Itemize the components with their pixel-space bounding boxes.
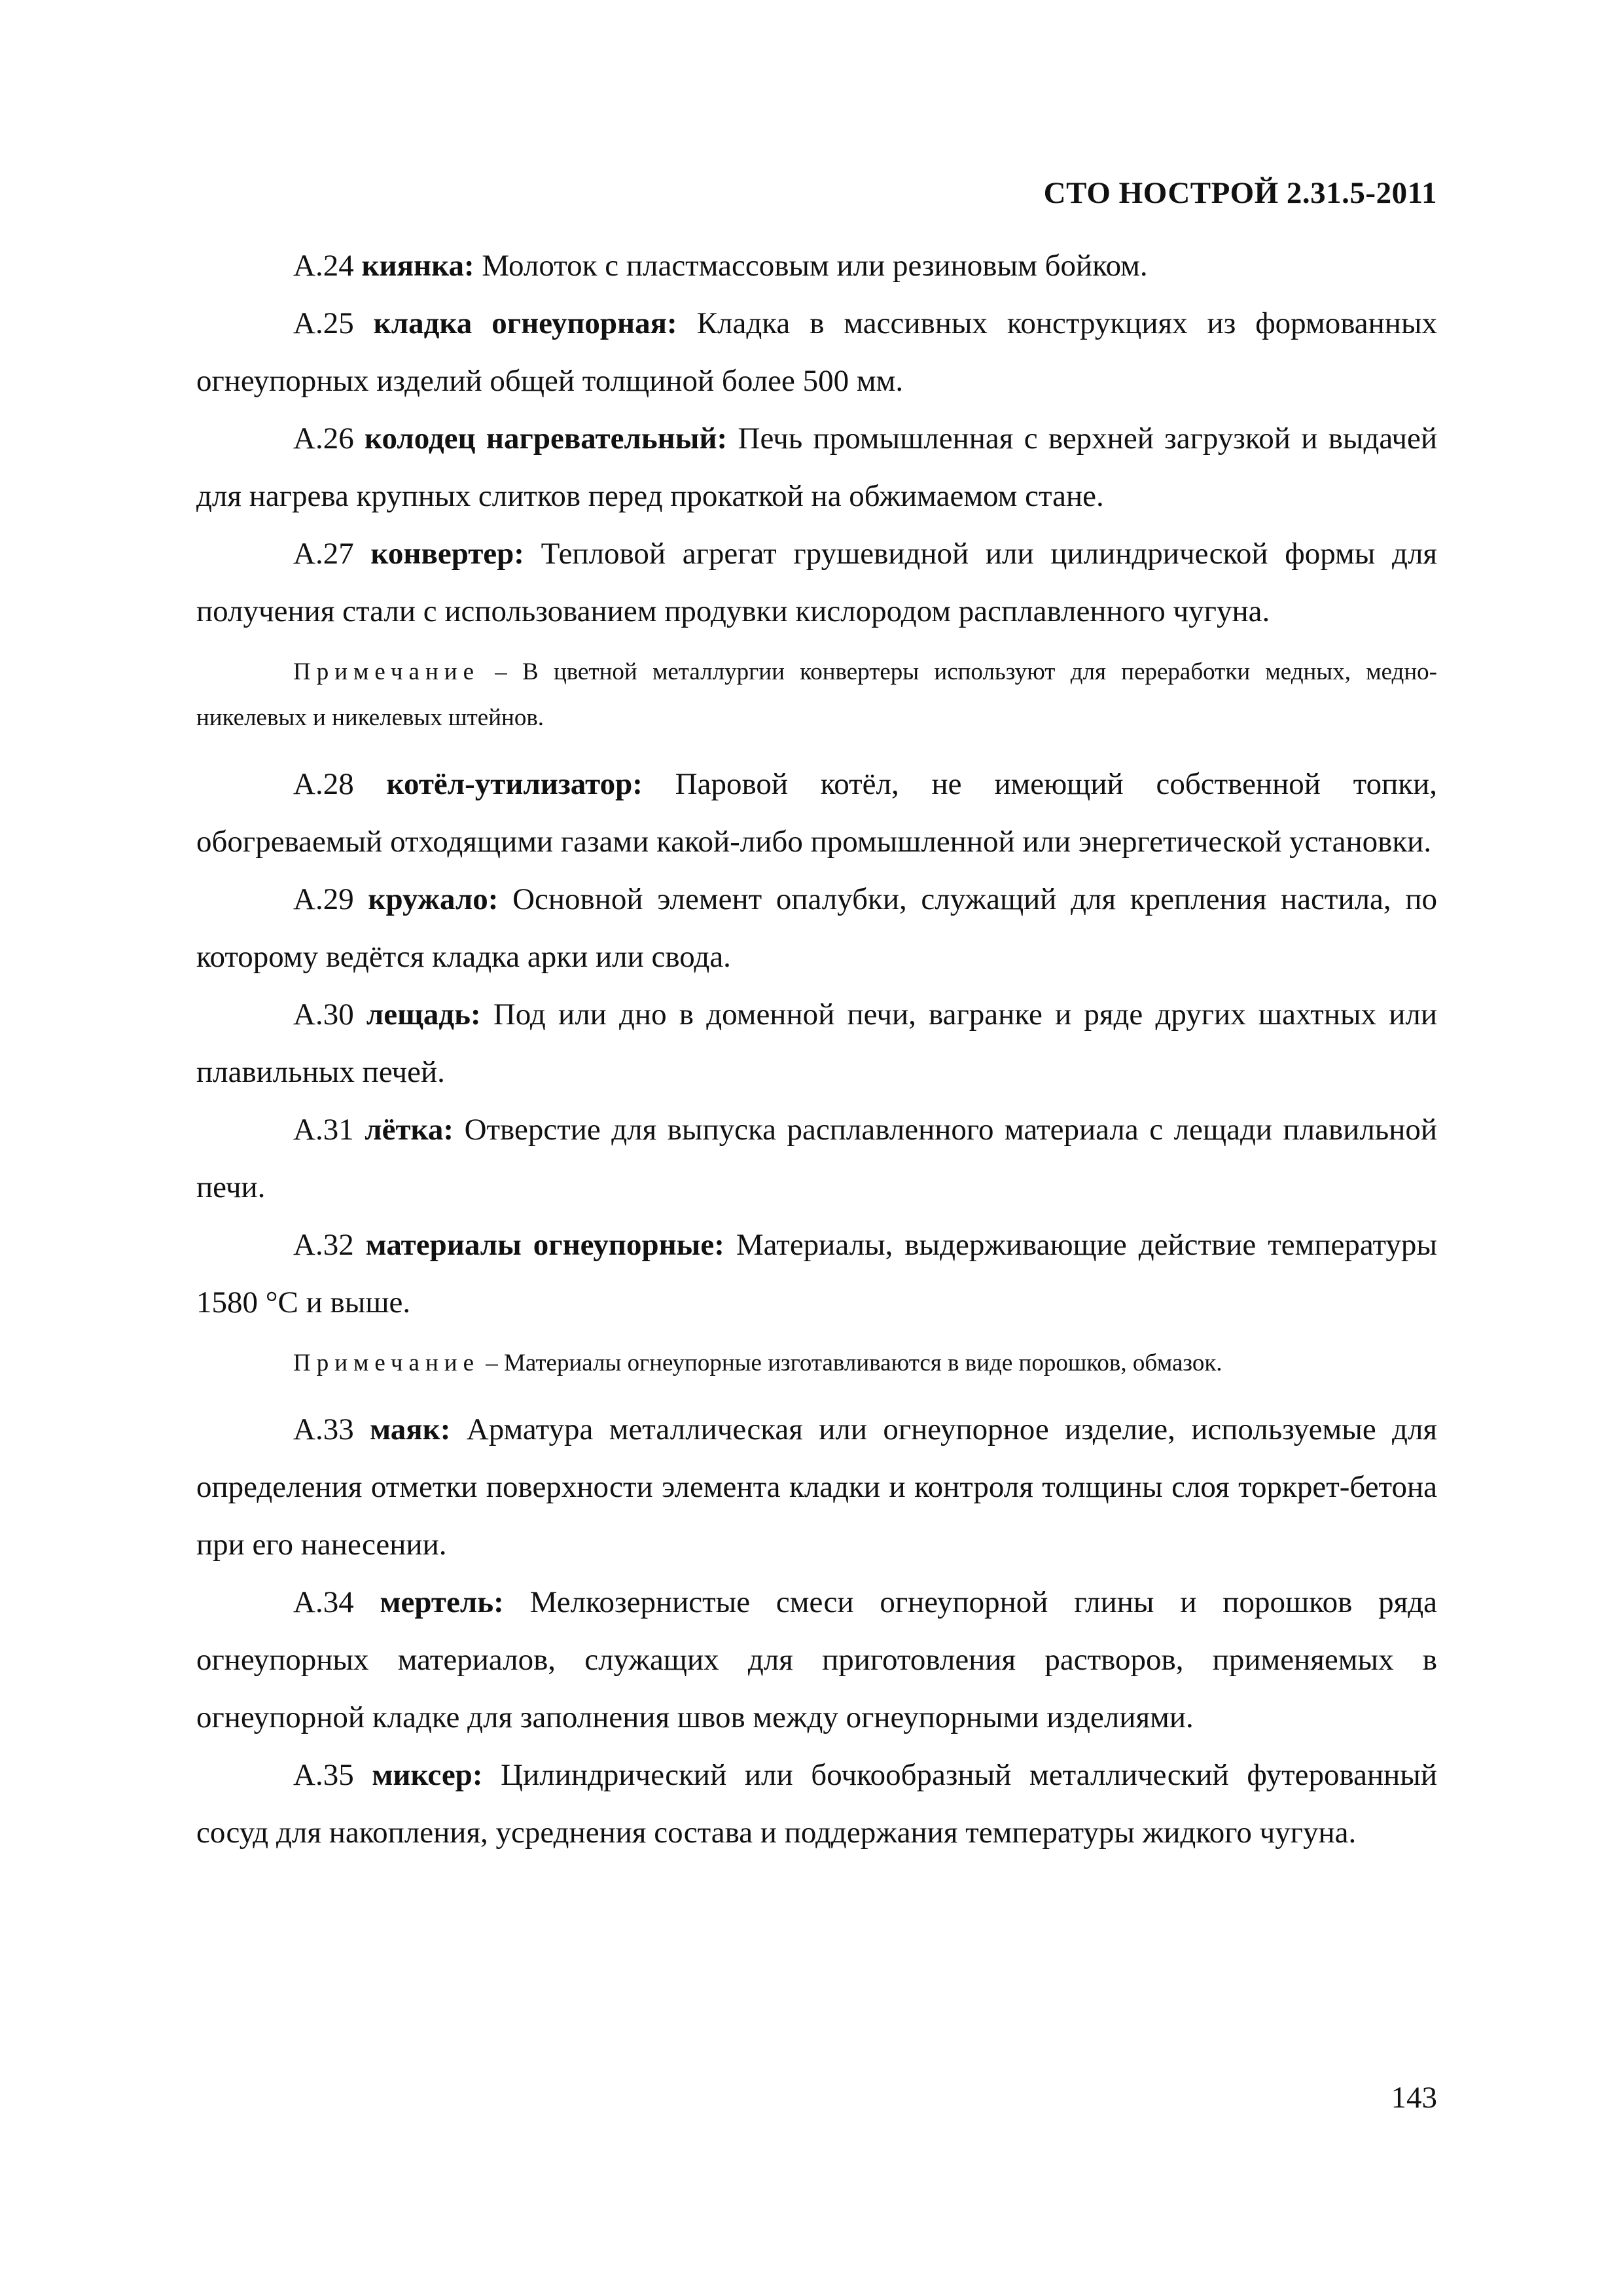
entry-definition: Арматура металлическая или огнеупорное изделие, используемые для определения отметки поверхности элемента кладки и контроля толщины слоя торкрет-бетона при его нанесении.	[196, 1412, 1438, 1562]
entry-number: А.27	[293, 537, 354, 571]
entry-a30	[196, 986, 1437, 1101]
entry-term: миксер:	[372, 1758, 483, 1792]
note-label: Примечание	[293, 1350, 480, 1376]
entry-definition: Печь промышленная с верхней загрузкой и выдачей для нагрева крупных слитков перед прокаткой на обжимаемом стане.	[196, 422, 1438, 513]
entry-number: А.33	[293, 1412, 354, 1446]
entry-a32	[196, 1216, 1437, 1331]
entry-definition: Под или дно в доменной печи, вагранке и ряде других шахтных или плавильных печей.	[196, 997, 1438, 1089]
entry-a35	[196, 1746, 1437, 1861]
entry-a31	[196, 1101, 1437, 1216]
entry-definition: Тепловой агрегат грушевидной или цилиндрической формы для получения стали с использованием продувки кислородом расплавленного чугуна.	[196, 537, 1438, 628]
note-label: Примечание	[293, 658, 480, 685]
note-a32	[196, 1340, 1437, 1386]
entry-a24	[196, 237, 1437, 295]
entry-term: конвертер:	[370, 537, 524, 571]
entry-number: А.24	[293, 249, 354, 283]
entry-term: киянка:	[361, 249, 474, 283]
entry-number: А.34	[293, 1585, 354, 1619]
entry-number: А.35	[293, 1758, 354, 1792]
entry-term: котёл-утилизатор:	[386, 767, 643, 801]
entry-definition: Материалы, выдерживающие действие температуры 1580 °С и выше.	[196, 1228, 1438, 1319]
entry-term: кладка огнеупорная:	[373, 306, 677, 340]
note-text: – Материалы огнеупорные изготавливаются в виде порошков, обмазок.	[486, 1350, 1222, 1376]
entry-term: мертель:	[380, 1585, 504, 1619]
note-text: – В цветной металлургии конвертеры используют для переработки медных, медно-никелевых и никелевых штейнов.	[196, 658, 1438, 731]
entry-number: А.30	[293, 997, 354, 1031]
entry-term: колодец нагревательный:	[365, 422, 728, 456]
entry-a33	[196, 1401, 1437, 1573]
entry-a29	[196, 870, 1437, 986]
entry-definition: Паровой котёл, не имеющий собственной топки, обогреваемый отходящими газами какой-либо промышленной или энергетической установки.	[196, 767, 1437, 859]
entry-number: А.28	[293, 767, 354, 801]
entry-definition: Молоток с пластмассовым или резиновым бойком.	[482, 249, 1148, 283]
entry-term: лещадь:	[366, 997, 481, 1031]
entry-definition: Основной элемент опалубки, служащий для крепления настила, по которому ведётся кладка арки или свода.	[196, 882, 1438, 974]
entry-definition: Кладка в массивных конструкциях из формованных огнеупорных изделий общей толщиной более 500 мм.	[196, 306, 1438, 398]
glossary-body	[196, 237, 1437, 1861]
entry-a34	[196, 1573, 1437, 1746]
document-code-header: СТО НОСТРОЙ 2.31.5-2011	[1043, 176, 1437, 210]
note-a27	[196, 649, 1437, 741]
entry-definition: Отверстие для выпуска расплавленного материала с лещади плавильной печи.	[196, 1113, 1438, 1204]
entry-number: А.26	[293, 422, 354, 456]
entry-number: А.32	[293, 1228, 354, 1262]
entry-number: А.31	[293, 1113, 354, 1147]
entry-term: лётка:	[365, 1113, 454, 1147]
entry-term: кружало:	[368, 882, 499, 916]
entry-a27	[196, 525, 1437, 640]
entry-definition: Мелкозернистые смеси огнеупорной глины и порошков ряда огнеупорных материалов, служащих для приготовления растворов, применяемых в огнеупорной кладке для заполнения швов между огнеупорными изделиями.	[196, 1585, 1438, 1734]
entry-definition: Цилиндрический или бочкообразный металлический футерованный сосуд для накопления, усреднения состава и поддержания температуры жидкого чугуна.	[196, 1758, 1438, 1850]
entry-a26	[196, 410, 1437, 525]
entry-term: маяк:	[370, 1412, 451, 1446]
entry-number: А.29	[293, 882, 354, 916]
entry-a28	[196, 755, 1437, 870]
entry-term: материалы огнеупорные:	[365, 1228, 724, 1262]
entry-a25	[196, 295, 1437, 410]
page-number: 143	[1391, 2081, 1437, 2115]
entry-number: А.25	[293, 306, 354, 340]
